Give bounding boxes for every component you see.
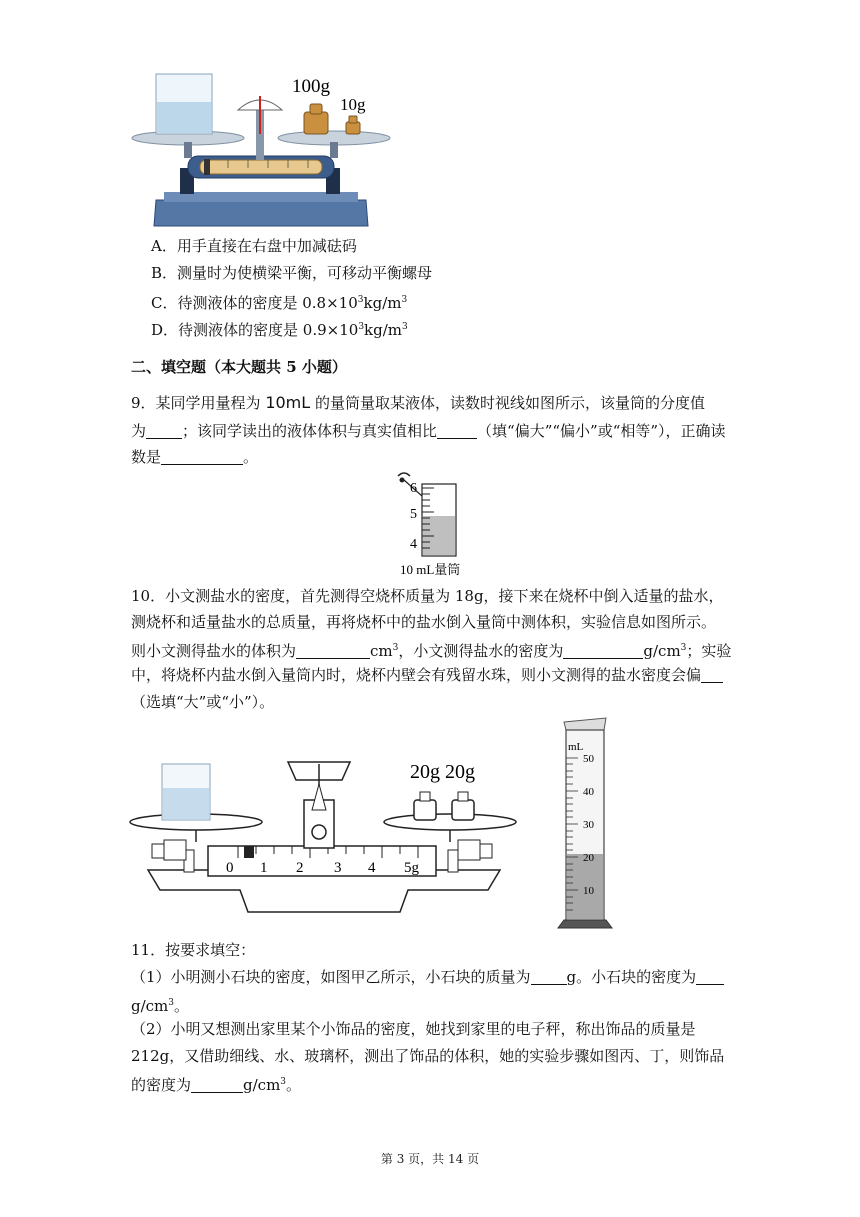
q11-line-2: （1）小明测小石块的密度，如图甲乙所示，小石块的质量为 g。小石块的密度为 (131, 966, 724, 988)
section-title: 二、填空题（本大题共 5 小题） (131, 358, 347, 376)
q10-line-1: 10．小文测盐水的密度，首先测得空烧杯质量为 18g，接下来在烧杯中倒入适量的盐水， (131, 587, 724, 605)
answer-blank[interactable] (161, 448, 243, 465)
q11-line-3: $g/cm^3$。 (131, 997, 190, 1015)
scale-label-2: 2 (296, 860, 304, 876)
q11-line-5: 212g，又借助细线、水、玻璃杯，测出了饰品的体积，她的实验步骤如图丙、丁，则饰品 (131, 1047, 725, 1065)
cylinder-figure-q9 (390, 466, 470, 578)
answer-blank[interactable] (531, 968, 567, 985)
q10-line-5: （选填“大”或“小”）。 (131, 693, 275, 711)
answer-blank[interactable] (696, 968, 724, 985)
cyl-tick-6: 6 (410, 481, 417, 496)
cyl-tick-4: 4 (410, 537, 417, 552)
cyl-unit: mL (568, 741, 584, 753)
answer-blank[interactable] (296, 642, 370, 659)
balance-figure-q8 (128, 68, 393, 233)
cyl-label-10: 10 (583, 885, 594, 897)
cyl-caption: 10 mL量筒 (400, 562, 461, 577)
answer-blank[interactable] (437, 422, 477, 439)
balance-figure-q10 (128, 750, 520, 922)
answer-blank[interactable] (146, 422, 182, 439)
page-footer: 第 3 页，共 14 页 (380, 1152, 480, 1166)
scale-label-1: 1 (260, 860, 268, 876)
scale-label-0: 0 (226, 860, 234, 876)
cyl-label-40: 40 (583, 786, 594, 798)
cyl-tick-5: 5 (410, 507, 417, 522)
answer-blank[interactable] (701, 666, 723, 683)
q11-line-1: 11．按要求填空： (131, 941, 256, 959)
scale-label-4: 4 (368, 860, 376, 876)
scale-label-3: 3 (334, 860, 342, 876)
answer-blank[interactable] (563, 642, 643, 659)
weight-label-10g: 10g (340, 95, 366, 114)
weight-label-100g: 100g (292, 76, 330, 97)
option-a: A．用手直接在右盘中加减砝码 (151, 237, 357, 255)
answer-blank[interactable] (191, 1076, 243, 1093)
q10-line-4: 中，将烧杯内盐水倒入量筒内时，烧杯内壁会有残留水珠，则小文测得的盐水密度会偏 (131, 664, 723, 686)
option-b: B．测量时为使横梁平衡，可移动平衡螺母 (151, 264, 433, 282)
q10-line-2: 测烧杯和适量盐水的总质量，再将烧杯中的盐水倒入量筒中测体积，实验信息如图所示。 (131, 613, 717, 631)
q11-line-6: 的密度为 $g/cm^3$。 (131, 1076, 302, 1094)
cyl-label-50: 50 (583, 753, 594, 765)
q9-line-1: 9．某同学用量程为 10mL 的量筒量取某液体，读数时视线如图所示，该量筒的分度值 (131, 393, 705, 412)
cyl-label-30: 30 (583, 819, 594, 831)
q10-line-3: 则小文测得盐水的体积为 $cm^3$，小文测得盐水的密度为 $g/cm^3$；实验 (131, 642, 732, 660)
option-d: D．待测液体的密度是 $0.9\times 10^3kg/m^3$ (151, 321, 408, 339)
q9-line-3: 数是 。 (131, 448, 259, 466)
q9-line-2: 为 ；该同学读出的液体体积与真实值相比 （填“偏大”“偏小”或“相等”），正确读 (131, 422, 726, 440)
cyl-label-20: 20 (583, 852, 594, 864)
cylinder-figure-q10 (556, 716, 614, 932)
weights-label: 20g 20g (410, 761, 475, 783)
q11-line-4: （2）小明又想测出家里某个小饰品的密度，她找到家里的电子秤，称出饰品的质量是 (131, 1020, 696, 1038)
option-c: C．待测液体的密度是 $0.8\times 10^3kg/m^3$ (151, 294, 408, 312)
scale-label-5g: 5g (404, 860, 419, 876)
